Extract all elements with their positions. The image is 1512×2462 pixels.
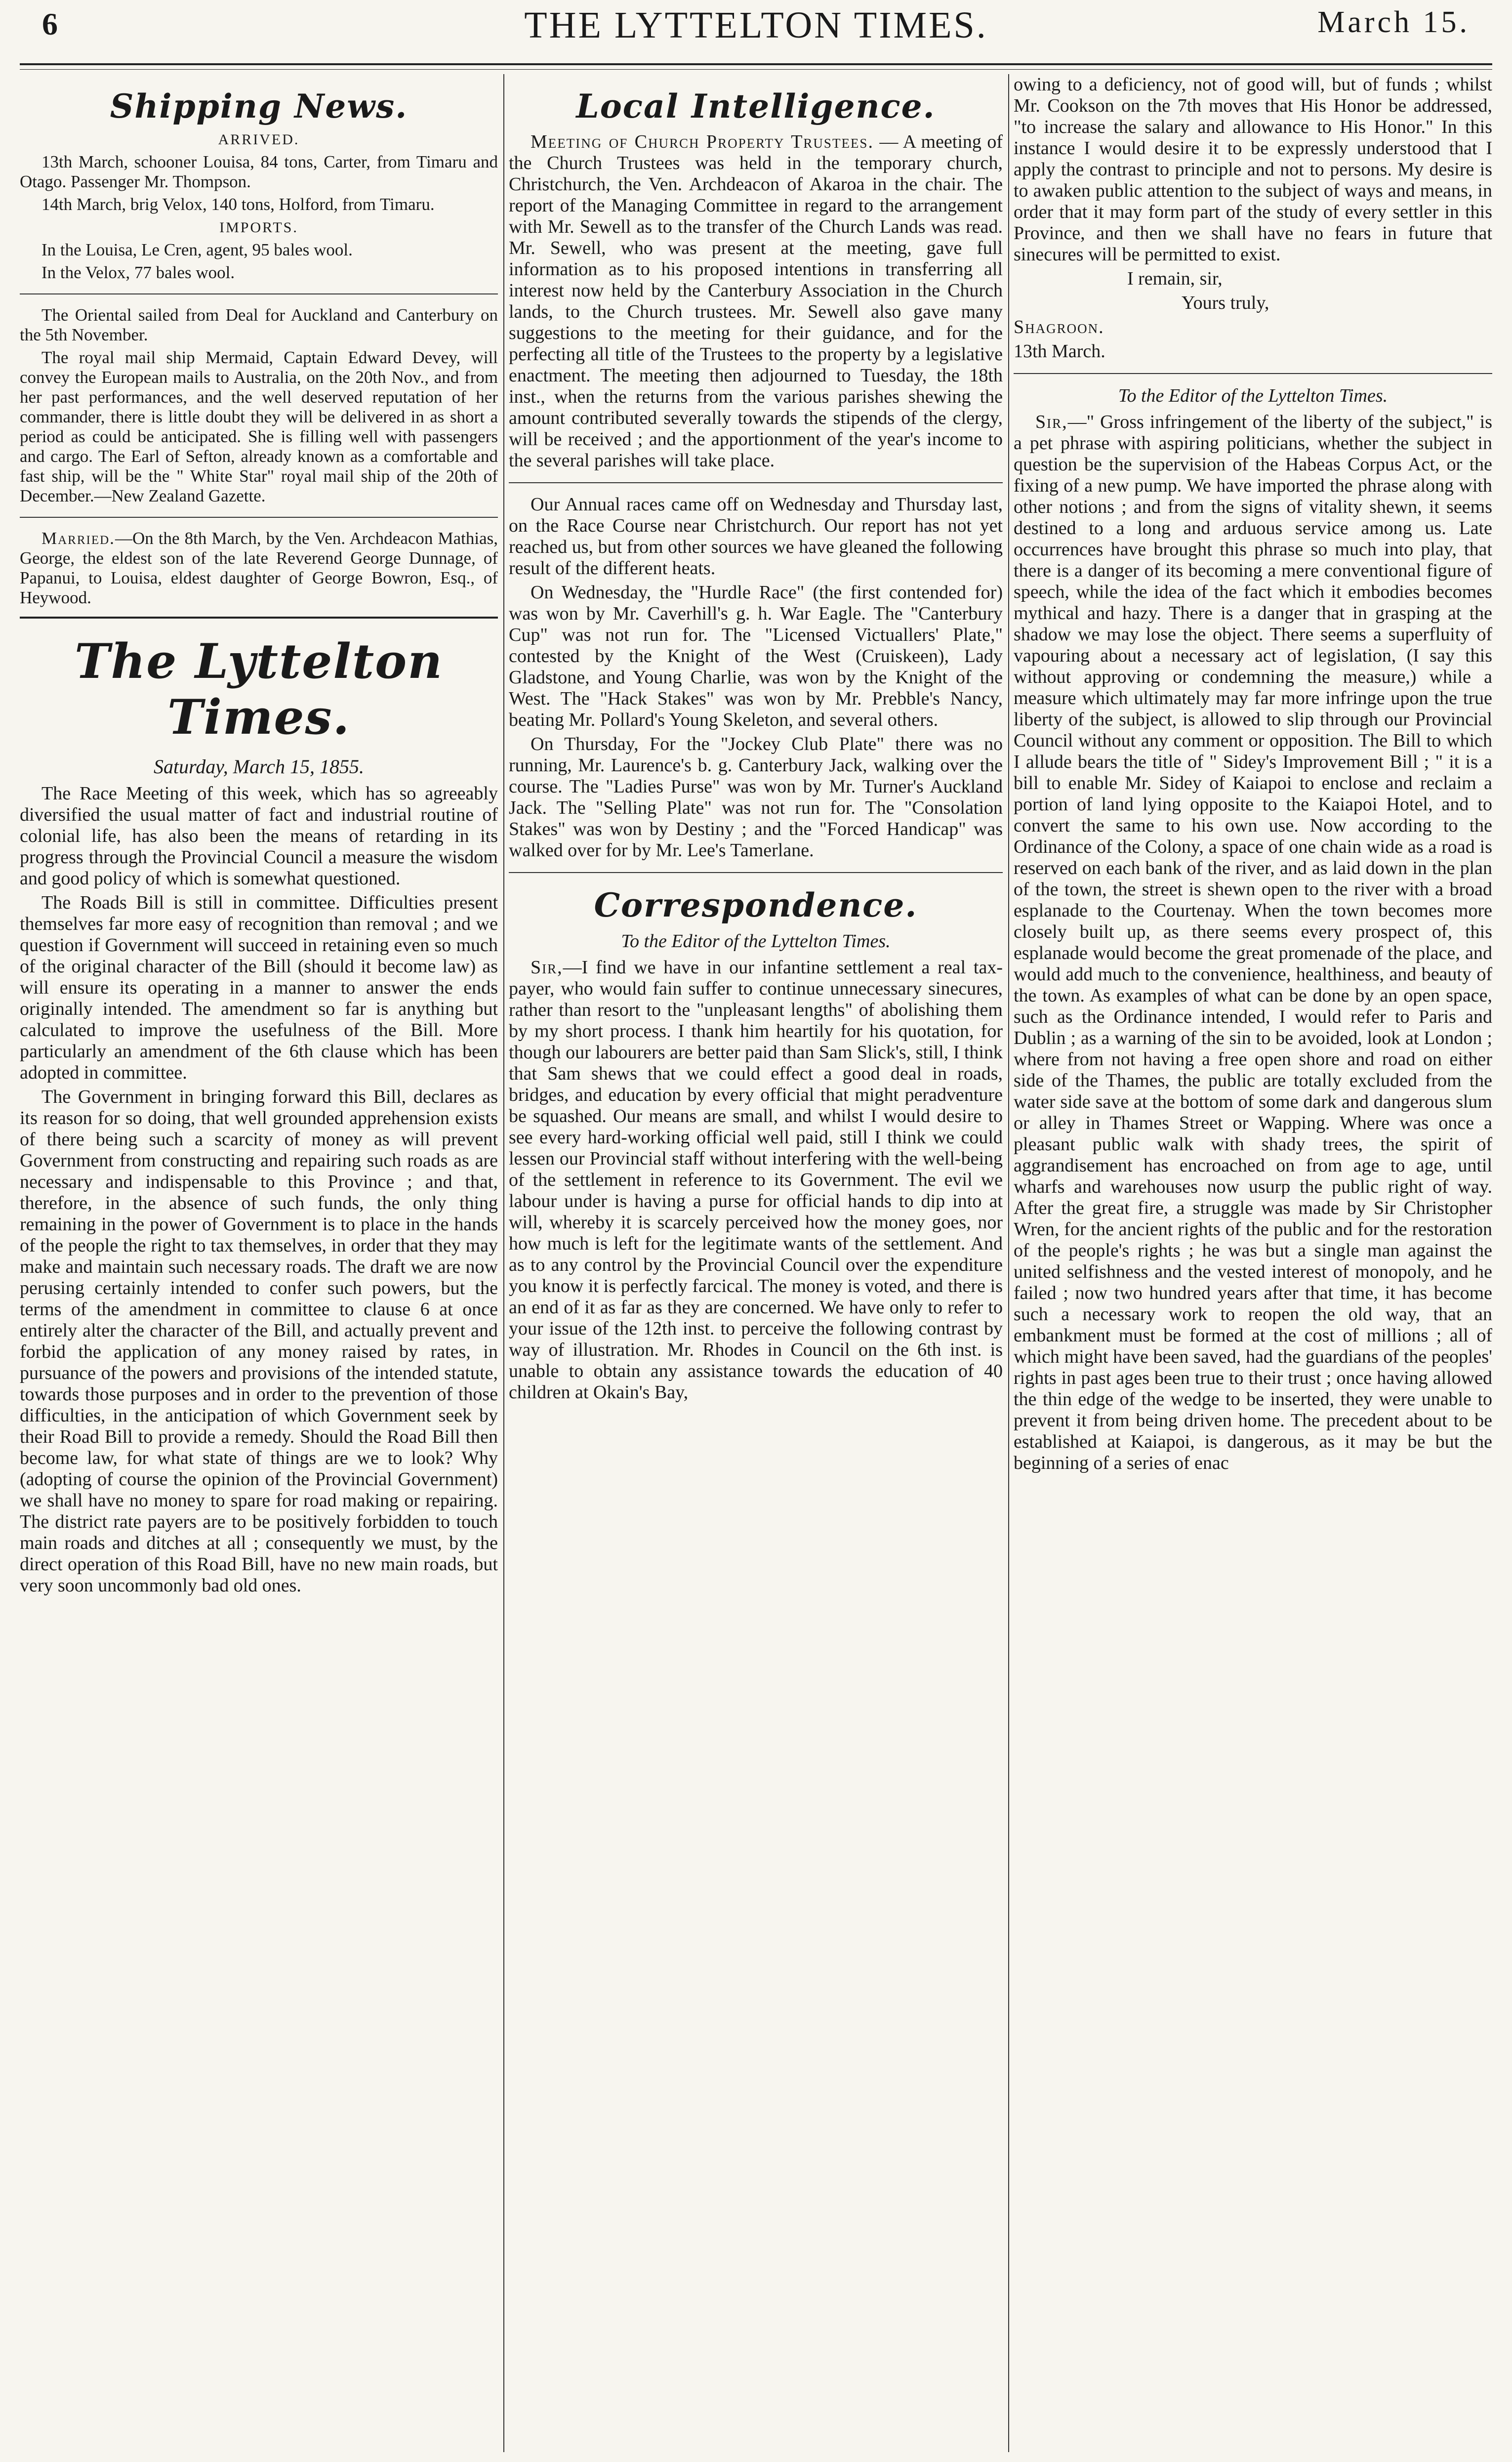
editorial-paragraph: The Government in bringing forward this Bill, declares as its reason for so doing, that well grounded apprehension exists of there being such a scarcity of money as will prevent Government from constructing and repairing such roads as are necessary and indispensable to this Province ; and that, therefore, in the absence of such funds, the only thing remaining in the power of Government is to place in the hands of the people the right to tax themselves, in order that they may make and maintain such necessary roads. The draft we are now perusing certainly intended to confer such powers, but the terms of the amendment in committee to clause 6 at once entirely alter the character of the Bill, and actually prevent and forbid the application of any money raised by rates, in pursuance of the powers and provisions of the intended statute, towards those purposes and in order to the prevention of those difficulties, in the anticipation of which Government seek by their Road Bill to provide a remedy. Should the Road Bill then become law, for what state of things are we to look? Why (adopting of course the opinion of the Provincial Government) we shall have no money to spare for road making or repairing. The district rate payers are to be positively forbidden to touch main roads and ditches at all ; consequently we must, by the direct operation of this Road Bill, have no new main roads, but very soon uncommonly bad old ones. xyxy=(20,1086,498,1596)
section-rule xyxy=(20,517,498,518)
import-entry: In the Velox, 77 bales wool. xyxy=(41,263,235,282)
page-header xyxy=(0,0,1512,74)
letter-addressee: To the Editor of the Lyttelton Times. xyxy=(621,931,891,952)
letter-salutation: Sir, xyxy=(1035,412,1068,432)
letter-closing: Yours truly, xyxy=(1182,292,1269,313)
section-rule xyxy=(20,617,498,619)
arrival-entry: 14th March, brig Velox, 140 tons, Holford, from Timaru. xyxy=(41,195,435,214)
married-text: —On the 8th March, by the Ven. Archdeacon Mathias, George, the eldest son of the late Reverend George Dunnage, of Papanui, to Louisa, eldest daughter of George Bowron, Esq., of Heywood. xyxy=(20,529,498,607)
letter-signature-block xyxy=(1014,268,1492,362)
church-trustees-item xyxy=(509,131,1003,471)
letter-body xyxy=(509,957,1003,1403)
correspondence-heading: Correspondence. xyxy=(594,886,918,924)
page-number: 6 xyxy=(42,6,58,42)
letter-text: —I find we have in our infantine settlement a real tax-payer, who would fain suffer to continue unnecessary sinecures, rather than resort to the "unpleasant lengths" of abolishing them by my short process. I thank him heartily for his quotation, for though our labourers are better paid than Sam Slick's, still, I think that Sam shews that we could effect a good deal in roads, bridges, and education by every official that might peradventure be squashed. Our means are small, and whilst I would desire to see every hard-working official well paid, still I think we could lessen our Provincial staff without interfering with the well-being of the settlement in reference to its Government. The evil we labour under is having a purse for official hands to dip into at will, whereby it is scarcely perceived how the money goes, nor how much is left for the legitimate wants of the settlement. And as to any control by the Provincial Council over the expenditure you know it is perfectly farcical. The money is voted, and there is an end of it as far as they are concerned. We have only to refer to your issue of the 12th inst. to perceive the following contrast by way of illustration. Mr. Rhodes in Council on the 6th inst. is unable to obtain any assistance towards the education of 40 children at Okain's Bay, xyxy=(509,957,1003,1403)
section-rule xyxy=(20,293,498,294)
letter-text: —" Gross infringement of the liberty of the subject," is a pet phrase with aspiring politicians, whether the subject in question be the supervision of the Habeas Corpus Act, or the fixing of a new pump. We have imported the phrase along with other notions ; and from the signs of vitality shewn, it seems destined to a long and arduous service among us. Late occurrences have brought this phrase so much into play, that there is a danger of its becoming a mere conventional figure of speech, while the idea of the fact which it embodies becomes mythical and hazy. There is a danger that in grasping at the shadow we may lose the object. There seems a superfluity of vapouring about a necessary act of legislation, (I say this without approving or condemning the measure,) while a measure which ultimately may far more infringe upon the true liberty of the subject, is allowed to slip through our Provincial Council without any comment or opposition. The Bill to which I allude bears the title of " Sidey's Improvement Bill ; " it is a bill to enable Mr. Sidey of Kaiapoi to enclose and reclaim a portion of land lying opposite to the Kaiapoi Hotel, and to convert the same to his own use. Now according to the Ordinance of the Colony, a space of one chain wide as a road is reserved on each bank of the river, and as laid down in the plan of the town, the street is shewn open to the river with a broad esplanade to the Courtenay. When the town becomes more closely built up, as there seems every prospect of, this esplanade would become the great promenade of the place, and would add much to the convenience, healthiness, and beauty of the town. As examples of what can be done by an open space, such as the Ordinance intended, I would refer to Paris and Dublin ; as a warning of the sin to be avoided, look at London ; where from not having a free open shore and road on either side of the Thames, the public are totally excluded from the water side save at the bottom of some dark and dangerous slum or alley in Thames Street or Wapping. Where was once a pleasant public walk with shady trees, the spirit of aggrandisement has encroached on from age to age, until wharfs and warehouses now usurp the public right of way. After the great fire, a struggle was made by Sir Christopher Wren, for the ancient rights of the public and for the restoration of the people's rights ; he was but a single man against the united selfishness and the vested interest of monopoly, and he failed ; now two hundred years after that time, it has become such a necessary work to reopen the old way, that an embankment must be formed at the cost of millions ; all of which might have been saved, had the guardians of the peoples' rights in past ages been true to their trust ; once having allowed the thin edge of the wedge to be inserted, they were unable to prevent it from being driven home. The precedent about to be established at Kaiapoi, is dangerous, as it may be but the beginning of a series of enac xyxy=(1014,412,1492,1473)
header-rule xyxy=(20,63,1492,70)
letter-date: 13th March. xyxy=(1014,341,1105,362)
races-paragraph: On Wednesday, the "Hurdle Race" (the first contended for) was won by Mr. Caverhill's g. h. War Eagle. The "Canterbury Cup" was not run for. The "Licensed Victuallers' Plate," contested by the Knight of the West (Cruiskeen), Lady Gladstone, and Young Charlie, was won by the Knight of the West. The "Hack Stakes" was won by Mr. Prebble's Nancy, beating Mr. Pollard's Young Skeleton, and several others. xyxy=(509,582,1003,730)
shipping-paragraph: The Oriental sailed from Deal for Auckland and Canterbury on the 5th November. xyxy=(20,305,498,344)
shipping-paragraph: The royal mail ship Mermaid, Captain Edward Devey, will convey the European mails to Australia, on the 20th Nov., and from her past performances, and the well deserved reputation of her commander, there is little doubt they will be delivered in as short a period as could be anticipated. She is filling well with passengers and cargo. The Earl of Sefton, already known as a comfortable and fast ship, will be the " White Star" royal mail ship of the 20th of December.—New Zealand Gazette. xyxy=(20,348,498,505)
races-paragraph: Our Annual races came off on Wednesday and Thursday last, on the Race Course near Christchurch. Our report has not yet reached us, but from other sources we have gleaned the following result of the different heats. xyxy=(509,494,1003,579)
letter-closing: I remain, sir, xyxy=(1127,268,1223,289)
editorial-paragraph: The Roads Bill is still in committee. Difficulties present themselves far more easy of recognition than removal ; and we question if Government will succeed in retaining even so much of the original character of the Bill (should it become law) as will ensure its operating in a manner to answer the ends originally intended. The amendment so far is anything but calculated to improve the usefulness of the Bill. More particularly an amendment of the 6th clause which has been adopted in committee. xyxy=(20,892,498,1083)
import-entry: In the Louisa, Le Cren, agent, 95 bales wool. xyxy=(41,240,353,259)
church-item-lead: Meeting of Church Property Trustees. xyxy=(531,131,874,152)
arrival-entry: 13th March, schooner Louisa, 84 tons, Carter, from Timaru and Otago. Passenger Mr. Thompson. xyxy=(20,152,498,191)
arrived-label: ARRIVED. xyxy=(218,131,300,148)
section-rule xyxy=(509,872,1003,873)
column-2 xyxy=(509,74,1003,2452)
section-rule xyxy=(1014,373,1492,374)
editorial-dateline: Saturday, March 15, 1855. xyxy=(154,755,364,778)
letter-addressee: To the Editor of the Lyttelton Times. xyxy=(1118,385,1388,406)
issue-date: March 15. xyxy=(1317,5,1470,39)
marriage-notice xyxy=(20,529,498,608)
shipping-heading: Shipping News. xyxy=(110,87,408,125)
column-3 xyxy=(1014,74,1492,2452)
church-item-text: — A meeting of the Church Trustees was held in the temporary church, Christchurch, the Ven. Archdeacon of Akaroa in the chair. The report of the Managing Committee in regard to the arrangement with Mr. Sewell as to the transfer of the Church Lands was read. Mr. Sewell, who was present at the meeting, gave full information as to his proposed intentions in transferring all interest now held by the Canterbury Association in the Church lands, to the Church trustees. Mr. Sewell also gave many suggestions to the meeting for their guidance, and for the perfecting all title of the Trustees to the property by a legislative enactment. The meeting then adjourned to Tuesday, the 18th inst., when the returns from the various parishes shewing the amount contributed severally towards the stipends of the clergy, will be received ; and the apportionment of the year's income to the several parishes will take place. xyxy=(509,131,1003,471)
letter-signer: Shagroon. xyxy=(1014,317,1104,337)
letter-continuation: owing to a deficiency, not of good will, but of funds ; whilst Mr. Cookson on the 7th moves that His Honor be addressed, "to increase the salary and allowance to His Honor." In this instance I would desire it to be expressly understood that I apply the contrast to principle and not to persons. My desire is to awaken public attention to the subject of ways and means, in order that it may form part of the study of every settler in this Province, and then we shall have no fears in future that sinecures will be permitted to exist. xyxy=(1014,74,1492,265)
column-1 xyxy=(20,74,498,2452)
married-label: Married. xyxy=(41,529,115,548)
column-divider xyxy=(1008,74,1009,2452)
local-intelligence-heading: Local Intelligence. xyxy=(576,87,936,125)
letter-body xyxy=(1014,412,1492,1474)
races-paragraph: On Thursday, For the "Jockey Club Plate" there was no running, Mr. Laurence's b. g. Canterbury Jack, walking over the course. The "Ladies Purse" was won by Mr. Turner's Auckland Jack. The "Selling Plate" was not run for. The "Consolation Stakes" was won by Destiny ; and the "Forced Handicap" was walked over for by Mr. Lee's Tamerlane. xyxy=(509,734,1003,861)
newspaper-title: THE LYTTELTON TIMES. xyxy=(524,4,988,46)
imports-label: IMPORTS. xyxy=(219,219,298,236)
editorial-paragraph: The Race Meeting of this week, which has so agreeably diversified the usual matter of fact and industrial routine of colonial life, has also been the means of retarding in its progress through the Provincial Council a measure the wisdom and good policy of which is somewhat questioned. xyxy=(20,783,498,889)
section-rule xyxy=(509,482,1003,483)
editorial-masthead: The Lyttelton Times. xyxy=(75,633,443,745)
letter-salutation: Sir, xyxy=(531,957,563,978)
column-divider xyxy=(503,74,504,2452)
